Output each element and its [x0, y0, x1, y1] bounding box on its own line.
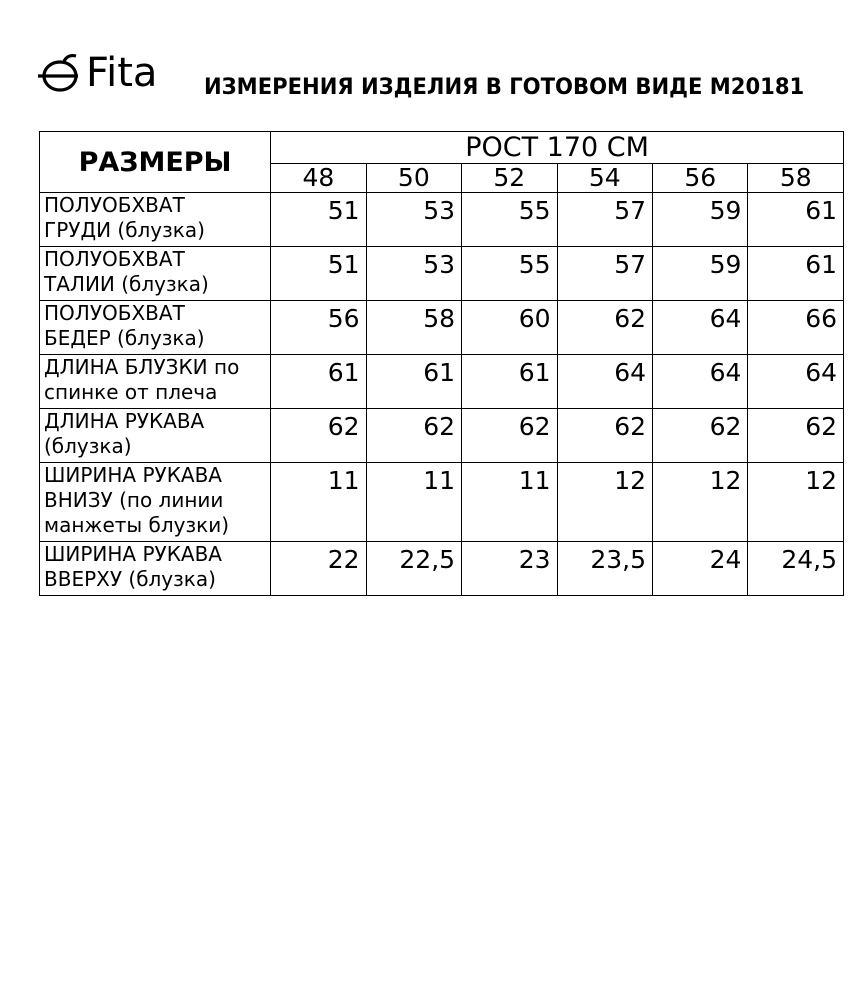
measurement-value: 11 [271, 463, 366, 542]
brand-name: Fita [86, 50, 158, 96]
measurement-value: 60 [462, 301, 557, 355]
measurement-value: 51 [271, 247, 366, 301]
measurement-label: ШИРИНА РУКАВА ВНИЗУ (по линии манжеты блузки) [40, 463, 271, 542]
size-header-cell: 56 [653, 164, 748, 193]
measurement-value: 23,5 [557, 542, 652, 596]
measurement-value: 53 [366, 247, 461, 301]
measurement-value: 11 [366, 463, 461, 542]
page-title: ИЗМЕРЕНИЯ ИЗДЕЛИЯ В ГОТОВОМ ВИДЕ M20181 [204, 75, 805, 100]
table-row [40, 301, 844, 355]
measurement-value: 62 [271, 409, 366, 463]
measurement-value: 24 [653, 542, 748, 596]
measurement-value: 22,5 [366, 542, 461, 596]
table-header-row [40, 132, 844, 164]
measurement-value: 64 [653, 301, 748, 355]
measurement-value: 61 [748, 247, 844, 301]
fita-logo-icon [38, 52, 82, 96]
measurement-label: ПОЛУОБХВАТ ТАЛИИ (блузка) [40, 247, 271, 301]
size-header-cell: 52 [462, 164, 557, 193]
measurement-value: 12 [653, 463, 748, 542]
measurement-value: 55 [462, 247, 557, 301]
measurement-value: 61 [271, 355, 366, 409]
measurement-label: ДЛИНА РУКАВА (блузка) [40, 409, 271, 463]
measurement-value: 24,5 [748, 542, 844, 596]
height-heading: РОСТ 170 СМ [271, 132, 844, 164]
size-header-cell: 54 [557, 164, 652, 193]
measurement-value: 11 [462, 463, 557, 542]
measurement-value: 62 [653, 409, 748, 463]
measurement-label: ПОЛУОБХВАТ ГРУДИ (блузка) [40, 193, 271, 247]
measurement-value: 62 [366, 409, 461, 463]
measurement-value: 62 [557, 409, 652, 463]
measurement-value: 12 [557, 463, 652, 542]
measurement-value: 61 [366, 355, 461, 409]
measurement-value: 66 [748, 301, 844, 355]
table-row [40, 247, 844, 301]
size-header-cell: 50 [366, 164, 461, 193]
table-row [40, 463, 844, 542]
table-row [40, 542, 844, 596]
measurement-label: ПОЛУОБХВАТ БЕДЕР (блузка) [40, 301, 271, 355]
measurement-value: 57 [557, 247, 652, 301]
measurement-value: 22 [271, 542, 366, 596]
measurement-value: 62 [557, 301, 652, 355]
measurement-value: 12 [748, 463, 844, 542]
table-row [40, 409, 844, 463]
measurement-value: 55 [462, 193, 557, 247]
sizes-heading: РАЗМЕРЫ [40, 132, 271, 193]
size-header-cell: 58 [748, 164, 844, 193]
measurement-value: 61 [748, 193, 844, 247]
measurement-value: 23 [462, 542, 557, 596]
measurement-value: 64 [653, 355, 748, 409]
table-row [40, 355, 844, 409]
measurement-value: 58 [366, 301, 461, 355]
measurement-label: ШИРИНА РУКАВА ВВЕРХУ (блузка) [40, 542, 271, 596]
table-row [40, 193, 844, 247]
measurement-value: 64 [557, 355, 652, 409]
page-header [38, 50, 818, 100]
measurement-value: 62 [462, 409, 557, 463]
measurement-value: 56 [271, 301, 366, 355]
measurement-value: 57 [557, 193, 652, 247]
measurement-value: 62 [748, 409, 844, 463]
measurement-label: ДЛИНА БЛУЗКИ по спинке от плеча [40, 355, 271, 409]
size-header-cell: 48 [271, 164, 366, 193]
measurement-value: 53 [366, 193, 461, 247]
brand-logo [38, 50, 178, 100]
measurement-value: 61 [462, 355, 557, 409]
measurement-value: 51 [271, 193, 366, 247]
measurement-value: 59 [653, 247, 748, 301]
measurement-value: 59 [653, 193, 748, 247]
measurement-value: 64 [748, 355, 844, 409]
size-table [39, 131, 844, 596]
